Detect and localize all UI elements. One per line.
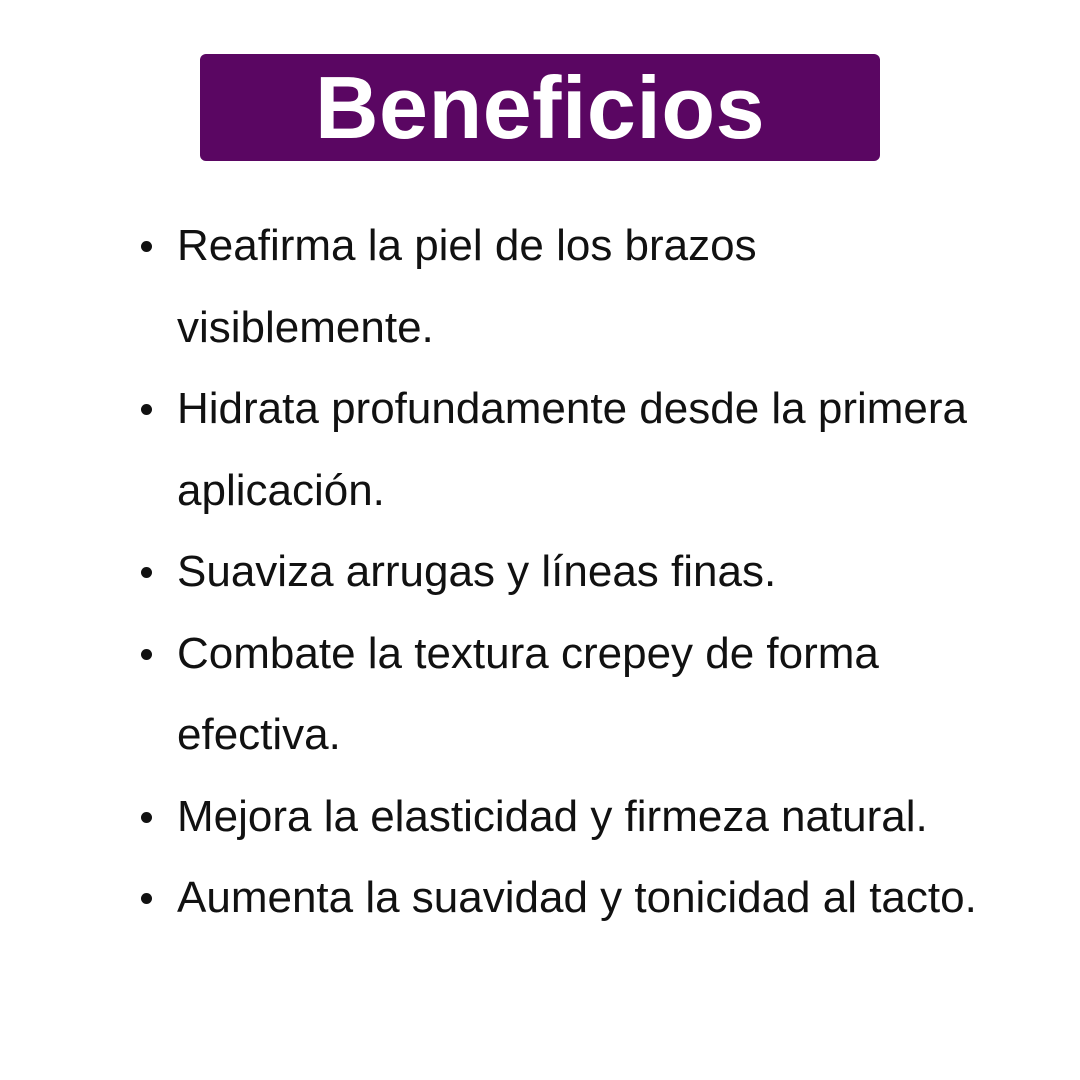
bullet-icon (141, 649, 152, 660)
benefits-list (0, 205, 1080, 939)
list-item (0, 613, 1080, 776)
list-item (0, 531, 1080, 613)
list-item (0, 776, 1080, 858)
bullet-icon (141, 893, 152, 904)
bullet-icon (141, 812, 152, 823)
list-item (0, 857, 1080, 939)
benefit-text: Suaviza arrugas y líneas finas. (177, 547, 777, 596)
benefit-text: Combate la textura crepey de forma efectiva. (177, 628, 879, 759)
benefit-text: Aumenta la suavidad y tonicidad al tacto. (177, 873, 977, 922)
list-item (0, 368, 1080, 531)
benefit-text: Hidrata profundamente desde la primera aplicación. (177, 384, 968, 515)
title-banner (200, 54, 880, 161)
bullet-icon (141, 404, 152, 415)
bullet-icon (141, 567, 152, 578)
benefit-text: Mejora la elasticidad y firmeza natural. (177, 791, 928, 841)
bullet-icon (141, 241, 152, 252)
benefit-text: Reafirma la piel de los brazos visiblemente. (177, 221, 757, 352)
list-item (0, 205, 1080, 368)
page-title: Beneficios (314, 57, 766, 157)
